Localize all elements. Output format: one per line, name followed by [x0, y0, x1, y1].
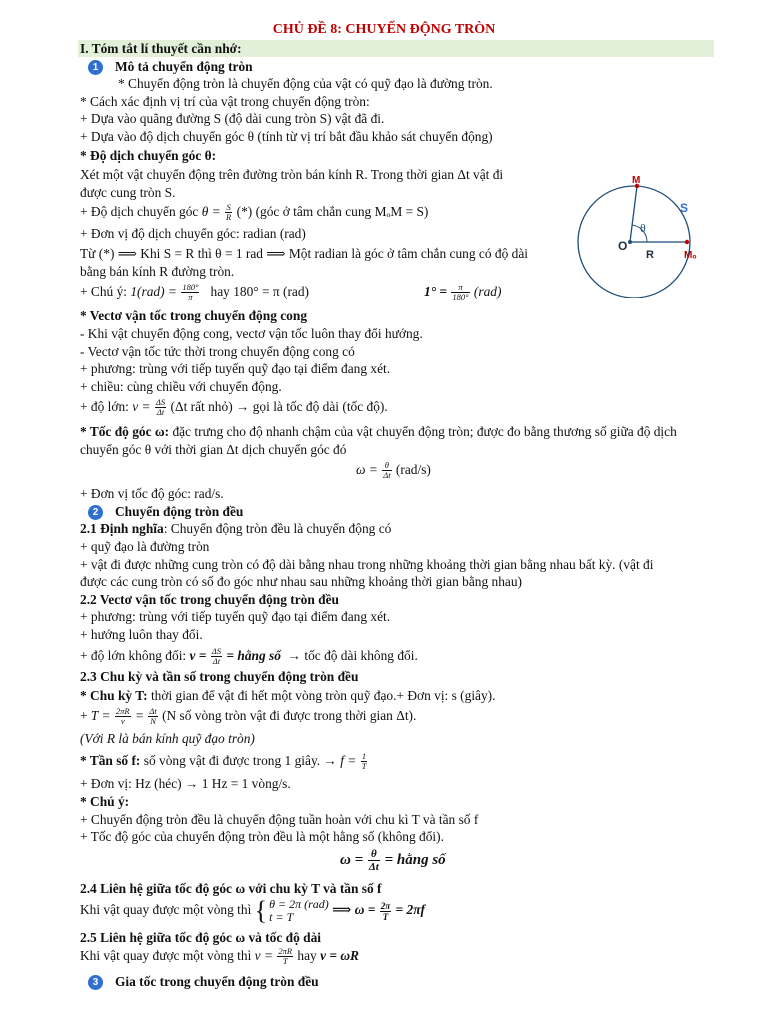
text-line: * Chuyển động tròn là chuyển động của vật có quỹ đạo là đường tròn.: [118, 76, 493, 91]
fraction-numerator: S: [226, 202, 231, 213]
text-span: (*) (góc ở tâm chắn cung MₒM = S): [236, 204, 429, 219]
fraction: [181, 283, 199, 302]
formula-text: ω =: [356, 462, 378, 477]
text-line: + phương: trùng với tiếp tuyến quỹ đạo tại điểm đang xét.: [80, 609, 391, 624]
equation-system: [269, 898, 329, 924]
fraction-denominator: π: [188, 292, 193, 303]
formula-text: = 2πf: [395, 902, 425, 918]
text-span: số vòng vật đi được trong 1 giây. →: [140, 753, 337, 768]
label-s: S: [680, 201, 689, 215]
fraction-numerator: 2π: [380, 900, 391, 911]
formula-line: [424, 283, 501, 302]
text-line: [80, 423, 677, 440]
bold-heading: 2.4 Liên hệ giữa tốc độ góc ω với chu kỳ T và tần số f: [80, 881, 382, 896]
formula-line: [80, 947, 359, 966]
fraction-denominator: T: [382, 911, 389, 922]
fraction: [115, 707, 131, 726]
text-span: Khi vật quay được một vòng thì: [80, 902, 252, 918]
text-line: + Dựa vào quãng đường S (độ dài cung tròn S) vật đã đi.: [80, 111, 385, 126]
formula-line: [80, 647, 418, 666]
fraction-denominator: T: [282, 956, 288, 967]
formula-text: ⟹ ω =: [332, 902, 376, 918]
formula-text: =: [134, 708, 144, 723]
formula-line: [80, 203, 428, 222]
text-line: chuyển góc θ với thời gian Δt dịch chuyển góc đó: [80, 442, 347, 457]
text-span: Khi vật quay được một vòng thì: [80, 948, 252, 963]
fraction-numerator: 2πR: [115, 706, 130, 717]
text-span: đặc trưng cho độ nhanh chậm của vật chuyển động tròn; được đo bằng thương số giữa độ dịch: [169, 424, 677, 439]
fraction-numerator: θ: [382, 461, 391, 471]
formula-line: [356, 461, 431, 480]
formula-line: [80, 398, 388, 417]
label-o: O: [618, 239, 628, 253]
fraction-numerator: ΔS: [211, 646, 222, 657]
formula-text: v =: [254, 948, 273, 963]
fraction-denominator: Δt: [383, 470, 391, 481]
text-line: Từ (*) ⟹ Khi S = R thì θ = 1 rad ⟹ Một radian là góc ở tâm chắn cung có độ dài: [80, 246, 528, 261]
brace-symbol: {: [254, 896, 268, 925]
fraction: [225, 203, 232, 222]
bold-heading: * Chú ý:: [80, 794, 130, 809]
text-span: hay: [297, 948, 317, 963]
text-line: + Dựa vào độ dịch chuyển góc θ (tính từ vị trí bắt đầu khảo sát chuyển động): [80, 129, 493, 144]
circle-diagram: [570, 168, 720, 298]
text-span: → tốc độ dài không đổi.: [287, 648, 418, 663]
label-r: R: [646, 249, 654, 261]
formula-text: f =: [340, 753, 357, 768]
text-span: : Chuyển động tròn đều là chuyển động có: [163, 521, 392, 536]
formula-text: T =: [90, 708, 111, 723]
text-line: + Chuyển động tròn đều là chuyển động tuần hoàn với chu kì T và tần số f: [80, 812, 479, 827]
fraction-denominator: R: [226, 212, 232, 223]
fraction-numerator: 180°: [182, 282, 199, 293]
formula-text: = hằng số: [384, 851, 446, 868]
bold-heading: 2.2 Vectơ vận tốc trong chuyển động tròn đều: [80, 592, 340, 607]
text-line: + vật đi được những cung tròn có độ dài bằng nhau trong những khoảng thời gian bằng nhau bất kỳ. (vật đi: [80, 557, 654, 572]
bold-term: 2.1 Định nghĩa: [80, 521, 164, 536]
text-line: + Đơn vị: Hz (héc) → 1 Hz = 1 vòng/s.: [80, 776, 291, 791]
bold-term: * Tần số f:: [80, 753, 141, 768]
fraction-numerator: 1: [361, 751, 367, 762]
subheading-3: [88, 973, 319, 990]
text-line: [80, 687, 496, 704]
fraction-denominator: T: [361, 761, 367, 772]
fraction: [148, 707, 157, 726]
fraction-numerator: π: [451, 283, 469, 293]
italic-note: (Với R là bán kính quỹ đạo tròn): [80, 731, 255, 746]
bold-heading: * Vectơ vận tốc trong chuyển động cong: [80, 308, 308, 323]
fraction: [380, 901, 391, 922]
label-theta: θ: [640, 221, 646, 235]
system-row: t = T: [269, 910, 294, 924]
label-m0: Mₒ: [684, 250, 697, 261]
bold-heading: 2.5 Liên hệ giữa tốc độ góc ω và tốc độ dài: [80, 930, 321, 945]
subheading-3-text: Gia tốc trong chuyển động tròn đều: [115, 974, 319, 989]
formula-line: [80, 707, 416, 726]
section-heading: I. Tóm tắt lí thuyết cần nhớ:: [80, 41, 242, 56]
page-title: CHỦ ĐỀ 8: CHUYỂN ĐỘNG TRÒN: [272, 22, 496, 37]
label-m: M: [632, 175, 641, 186]
fraction-denominator: N: [150, 716, 156, 727]
fraction-denominator: Δt: [156, 407, 165, 418]
text-line: + Đơn vị độ dịch chuyển góc: radian (rad): [80, 226, 306, 241]
radius-om: [630, 186, 637, 242]
fraction-numerator: θ: [368, 848, 380, 861]
text-span: (Δt rất nhỏ) → gọi là tốc độ dài (tốc độ).: [170, 399, 388, 414]
subheading-1: [88, 58, 253, 75]
fraction-denominator: v: [120, 716, 125, 727]
text-line: + phương: trùng với tiếp tuyến quỹ đạo tại điểm đang xét.: [80, 361, 391, 376]
system-row: θ = 2π (rad): [269, 897, 329, 911]
formula-text: v = ωR: [320, 948, 359, 963]
formula-text: v =: [189, 648, 207, 663]
text-span: + Độ dịch chuyển góc: [80, 204, 202, 219]
text-span: (rad/s): [395, 462, 431, 477]
fraction: [211, 647, 222, 666]
text-line: Xét một vật chuyển động trên đường tròn bán kính R. Trong thời gian Δt vật đi: [80, 167, 504, 182]
number-badge-3: 3: [88, 975, 103, 990]
formula-text: 1° =: [424, 284, 448, 299]
text-line: - Vectơ vận tốc tức thời trong chuyển động cong có: [80, 344, 355, 359]
fraction: [451, 283, 469, 302]
subheading-1-text: Mô tả chuyển động tròn: [115, 59, 253, 74]
text-line: + hướng luôn thay đổi.: [80, 627, 203, 642]
text-line: được cung tròn S.: [80, 185, 176, 200]
text-span: hay 180° = π (rad): [210, 284, 310, 299]
formula-text: v =: [132, 399, 151, 414]
point-m0: [685, 240, 689, 244]
formula-text: = hằng số: [226, 648, 281, 663]
text-line: + quỹ đạo là đường tròn: [80, 539, 210, 554]
text-line: + Đơn vị tốc độ góc: rad/s.: [80, 486, 224, 501]
fraction-denominator: Δt: [368, 861, 379, 873]
formula-text: ω =: [340, 851, 364, 868]
fraction-numerator: Δt: [149, 706, 157, 717]
formula-text: (rad): [473, 284, 502, 299]
formula-line: [80, 898, 425, 924]
text-span: + Chú ý:: [80, 284, 131, 299]
formula-line: [80, 752, 368, 771]
text-span: + độ lớn không đổi:: [80, 648, 190, 663]
center-point: [628, 240, 632, 244]
text-span: (N số vòng tròn vật đi được trong thời gian Δt).: [162, 708, 417, 723]
number-badge-2: 2: [88, 505, 103, 520]
formula-text: θ =: [201, 204, 221, 219]
text-span: + độ lớn:: [80, 399, 133, 414]
text-line: + chiều: cùng chiều với chuyển động.: [80, 379, 282, 394]
formula-line: [340, 848, 446, 873]
fraction: [368, 848, 380, 873]
formula-line: [80, 283, 309, 302]
fraction: [361, 752, 368, 771]
bold-heading: 2.3 Chu kỳ và tần số trong chuyển động tròn đều: [80, 669, 359, 684]
bold-heading: * Độ dịch chuyển góc θ:: [80, 148, 217, 163]
text-line: * Cách xác định vị trí của vật trong chuyển động tròn:: [80, 94, 370, 109]
subheading-2-text: Chuyển động tròn đều: [115, 504, 244, 519]
bold-term: * Tốc độ góc ω:: [80, 424, 170, 439]
bold-term: * Chu kỳ T:: [80, 688, 148, 703]
fraction-denominator: 180°: [452, 292, 469, 303]
text-line: [80, 520, 391, 537]
fraction: [382, 461, 391, 480]
text-span: +: [80, 708, 88, 723]
fraction-numerator: 2πR: [278, 946, 293, 957]
text-line: bằng bán kính R đường tròn.: [80, 264, 235, 279]
fraction-denominator: Δt: [212, 656, 221, 667]
number-badge-1: 1: [88, 60, 103, 75]
fraction: [155, 398, 166, 417]
text-line: + Tốc độ góc của chuyển động tròn đều là một hằng số (không đổi).: [80, 829, 444, 844]
fraction-numerator: ΔS: [155, 397, 166, 408]
fraction: [277, 947, 293, 966]
subheading-2: [88, 503, 243, 520]
formula-text: 1(rad) =: [130, 284, 177, 299]
text-span: thời gian để vật đi hết một vòng tròn quỹ đạo.+ Đơn vị: s (giây).: [147, 688, 496, 703]
text-line: được các cung tròn có số đo góc như nhau sau những khoảng thời gian bằng nhau): [80, 574, 523, 589]
text-line: - Khi vật chuyển động cong, vectơ vận tốc luôn thay đổi hướng.: [80, 326, 423, 341]
